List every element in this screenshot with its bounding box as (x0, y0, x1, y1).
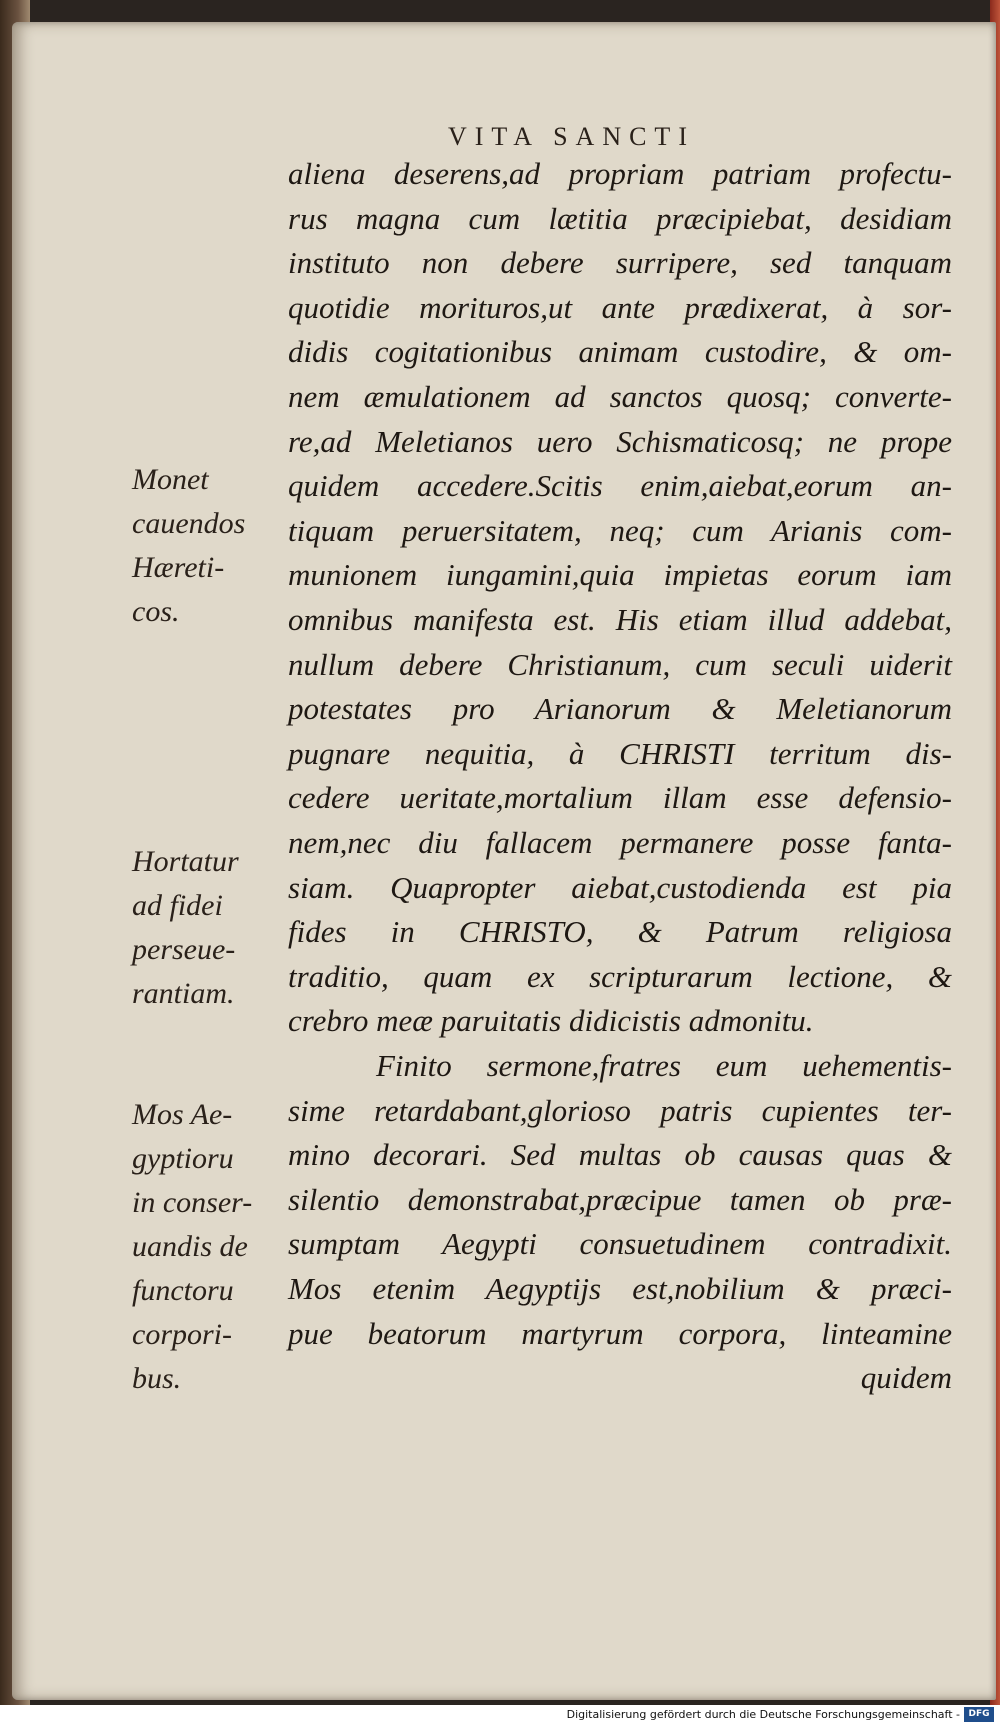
text-line: quidem accedere.Scitis enim,aiebat,eorum an- (288, 468, 952, 504)
text-line: nem æmulationem ad sanctos quosq; converte- (288, 379, 952, 414)
text-line: Mos etenim Aegyptijs est,nobilium & præci- (288, 1271, 952, 1306)
marginal-note-line: functoru (132, 1274, 234, 1307)
text-line: omnibus manifesta est. His etiam illud addebat, (288, 602, 952, 637)
footer-credit: Digitalisierung gefördert durch die Deutsche Forschungsgemeinschaft - (566, 1708, 960, 1721)
marginal-note-line: uandis de (132, 1230, 248, 1263)
marginal-note-line: perseue- (132, 933, 236, 966)
text-line: munionem iungamini,quia impietas eorum iam (288, 557, 952, 593)
text-line: sime retardabant,glorioso patris cupientes ter- (288, 1092, 952, 1128)
marginal-note-line: gyptioru (132, 1142, 234, 1175)
dfg-logo: DFG (964, 1707, 994, 1722)
marginal-note-line: bus. (132, 1362, 182, 1395)
text-line: nem,nec diu fallacem permanere posse fanta- (288, 825, 952, 860)
marginal-note-line: Hortatur (132, 845, 239, 878)
text-line: tiquam peruersitatem, neq; cum Arianis com- (288, 512, 952, 548)
text-line: cedere ueritate,mortalium illam esse defensio- (288, 780, 952, 816)
text-line: didis cogitationibus animam custodire, & om- (288, 334, 952, 370)
text-line: silentio demonstrabat,præcipue tamen ob præ- (288, 1181, 952, 1217)
marginal-note-line: cos. (132, 595, 180, 628)
footer-bar (0, 1705, 1000, 1725)
marginal-note (132, 1093, 282, 1401)
marginal-note-line: in conser- (132, 1186, 253, 1219)
marginal-note-line: Monet (132, 463, 209, 496)
text-line: pue beatorum martyrum corpora, linteamine (288, 1315, 952, 1351)
marginal-note-line: Hæreti- (132, 551, 225, 584)
text-line: traditio, quam ex scripturarum lectione, & (288, 958, 952, 994)
text-line: re,ad Meletianos uero Schismaticosq; ne prope (288, 423, 952, 459)
text-line: sumptam Aegypti consuetudinem contradixit. (288, 1226, 952, 1262)
marginal-note (132, 840, 282, 1016)
text-line: rus magna cum lætitia præcipiebat, desidiam (288, 200, 952, 236)
running-head: VITA SANCTI (448, 122, 695, 151)
text-line: aliena deserens,ad propriam patriam profectu- (288, 156, 952, 191)
text-line: fides in CHRISTO, & Patrum religiosa (288, 914, 952, 950)
text-line: instituto non debere surripere, sed tanquam (288, 245, 952, 281)
text-line: pugnare nequitia, à CHRISTI territum dis- (288, 735, 952, 771)
marginal-note-line: rantiam. (132, 977, 235, 1010)
text-line: crebro meæ paruitatis didicistis admonitu. (288, 1003, 814, 1039)
text-line: siam. Quapropter aiebat,custodienda est pia (288, 869, 952, 905)
text-line: Finito sermone,fratres eum uehementis- (376, 1048, 952, 1083)
marginal-note (132, 458, 282, 634)
marginal-note-line: corpori- (132, 1318, 232, 1351)
text-line: mino decorari. Sed multas ob causas quas & (288, 1137, 952, 1173)
text-line: nullum debere Christianum, cum seculi uiderit (288, 646, 952, 682)
text-line: quidem (860, 1360, 952, 1396)
text-line: quotidie morituros,ut ante prædixerat, à sor- (288, 289, 952, 325)
marginal-note-line: cauendos (132, 507, 246, 540)
marginal-note-line: ad fidei (132, 889, 223, 922)
text-line: potestates pro Arianorum & Meletianorum (288, 691, 952, 727)
marginal-note-line: Mos Ae- (132, 1098, 233, 1131)
